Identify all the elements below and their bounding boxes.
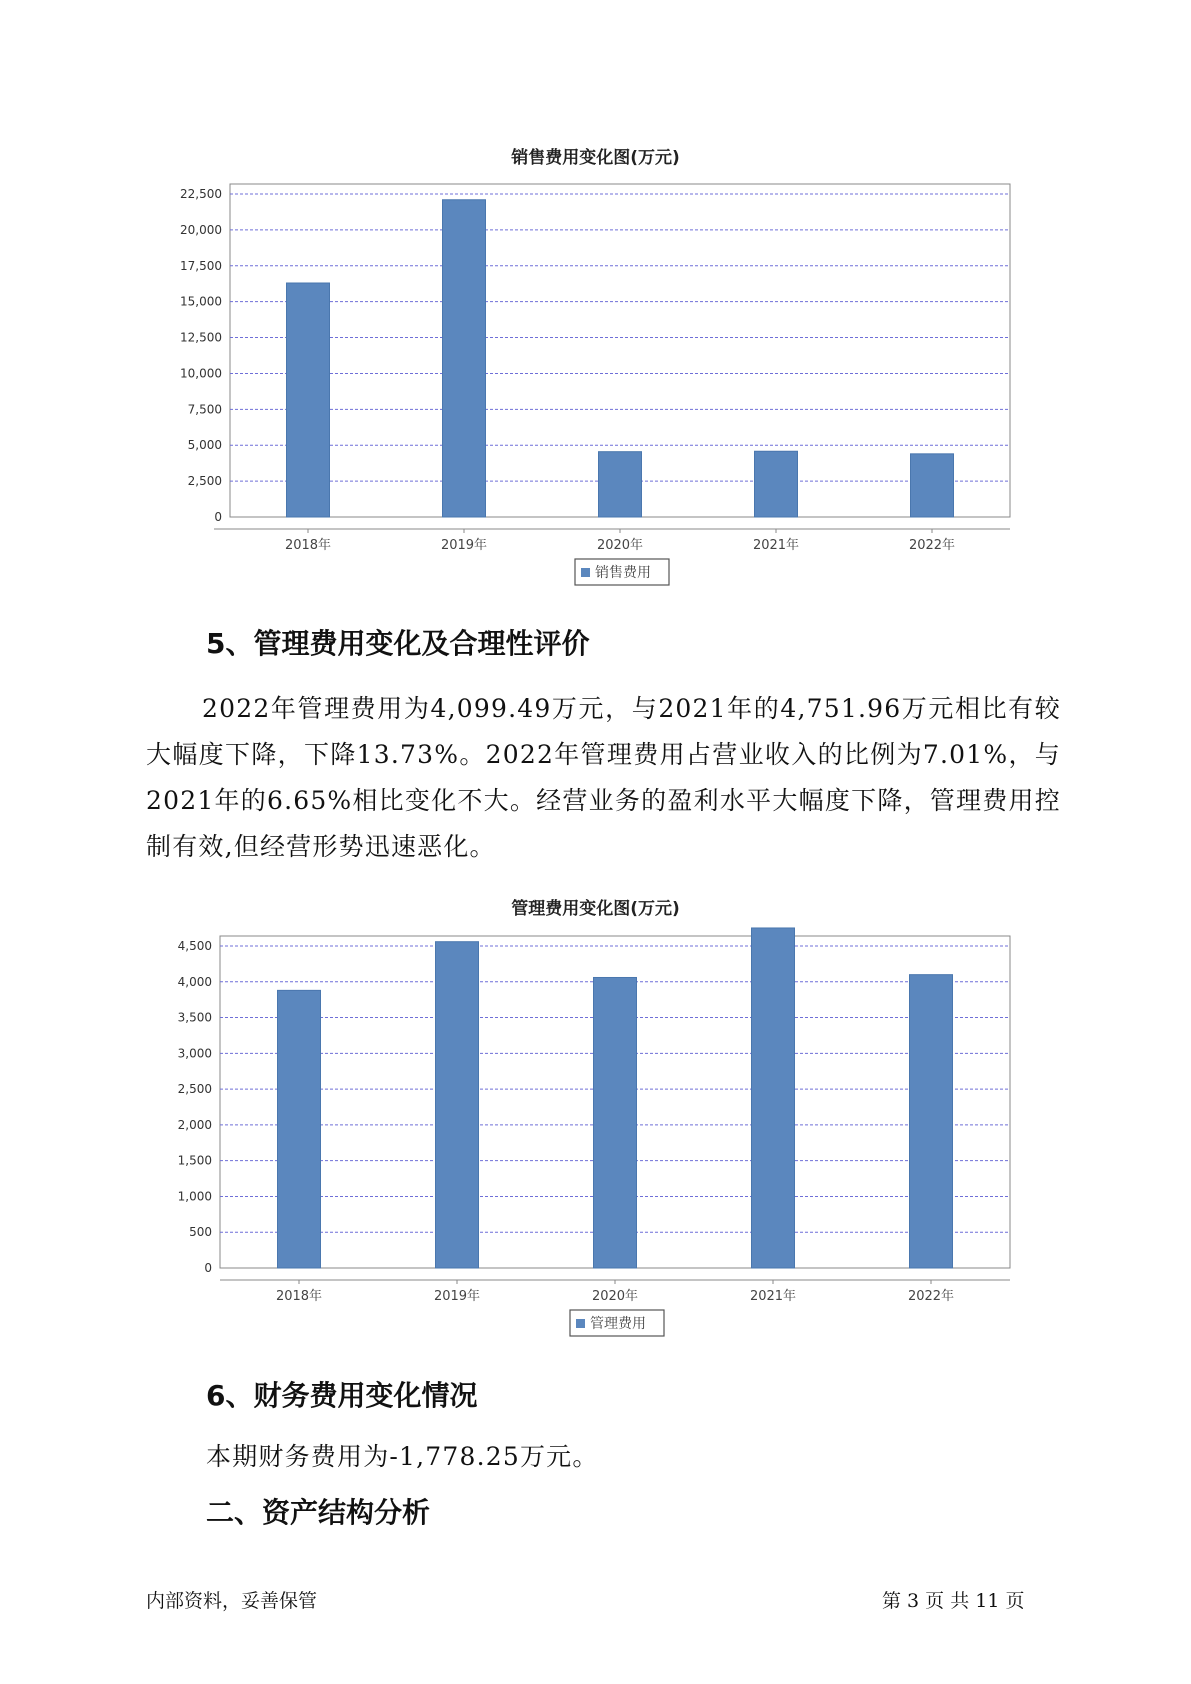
- y-tick-label: 0: [214, 510, 222, 524]
- y-tick-label: 7,500: [187, 402, 222, 417]
- bar-2020年: [594, 977, 637, 1268]
- y-tick-label: 2,000: [177, 1117, 212, 1132]
- x-tick-label: 2019年: [433, 1289, 481, 1304]
- x-tick-label: 2018年: [284, 538, 332, 553]
- footer-confidential-note: 内部资料，妥善保管: [146, 1590, 318, 1612]
- footer-page-number: 第 3 页 共 11 页: [882, 1590, 1025, 1612]
- y-tick-label: 4,500: [177, 939, 212, 953]
- legend-label: 管理费用: [590, 1316, 646, 1332]
- y-tick-label: 10,000: [180, 366, 222, 381]
- section6-heading: 6、财务费用变化情况: [206, 1379, 478, 1412]
- x-tick-label: 2021年: [749, 1289, 797, 1304]
- legend-label: 销售费用: [595, 565, 651, 581]
- bar-2018年: [278, 990, 321, 1268]
- x-tick-label: 2021年: [752, 538, 800, 553]
- y-tick-label: 2,500: [177, 1082, 212, 1097]
- x-tick-label: 2018年: [275, 1289, 323, 1304]
- y-tick-label: 17,500: [180, 258, 222, 273]
- y-tick-label: 3,500: [177, 1010, 212, 1025]
- y-tick-label: 3,000: [177, 1046, 212, 1061]
- section5-heading: 5、管理费用变化及合理性评价: [206, 627, 590, 660]
- x-tick-label: 2020年: [596, 538, 644, 553]
- admin-expense-chart: [0, 910, 1191, 1350]
- y-tick-label: 22,500: [180, 187, 222, 201]
- y-tick-label: 500: [189, 1225, 212, 1240]
- bar-2022年: [910, 975, 953, 1268]
- y-tick-label: 1,000: [177, 1189, 212, 1204]
- section6-text: 本期财务费用为-1,778.25万元。: [206, 1442, 599, 1471]
- sales-chart-title: 销售费用变化图(万元): [511, 148, 680, 168]
- y-tick-label: 2,500: [187, 474, 222, 489]
- y-tick-label: 12,500: [180, 330, 222, 345]
- x-tick-label: 2022年: [908, 538, 956, 553]
- bar-2018年: [287, 283, 330, 517]
- y-tick-label: 20,000: [180, 222, 222, 237]
- x-tick-label: 2020年: [591, 1289, 639, 1304]
- bar-2021年: [752, 928, 795, 1268]
- section-two-heading: 二、资产结构分析: [206, 1496, 431, 1529]
- y-tick-label: 0: [204, 1261, 212, 1275]
- y-tick-label: 5,000: [187, 438, 222, 453]
- bar-2020年: [599, 452, 642, 517]
- bar-2021年: [755, 451, 798, 517]
- bar-2019年: [443, 200, 486, 517]
- y-tick-label: 1,500: [177, 1153, 212, 1168]
- bar-2019年: [436, 942, 479, 1268]
- legend-swatch: [581, 568, 590, 577]
- y-tick-label: 4,000: [177, 974, 212, 989]
- section5-paragraph: 2022年管理费用为4,099.49万元，与2021年的4,751.96万元相比有较大幅度下降，下降13.73%。2022年管理费用占营业收入的比例为7.01%，与2021年的6.65%相比变化不大。经营业务的盈利水平大幅度下降，管理费用控制有效,但经营形势迅速恶化。: [146, 694, 1061, 861]
- sales-expense-chart: [0, 160, 1191, 600]
- y-tick-label: 15,000: [180, 294, 222, 309]
- x-tick-label: 2019年: [440, 538, 488, 553]
- x-tick-label: 2022年: [907, 1289, 955, 1304]
- bar-2022年: [911, 454, 954, 517]
- admin-chart-title: 管理费用变化图(万元): [511, 899, 680, 919]
- legend-swatch: [576, 1319, 585, 1328]
